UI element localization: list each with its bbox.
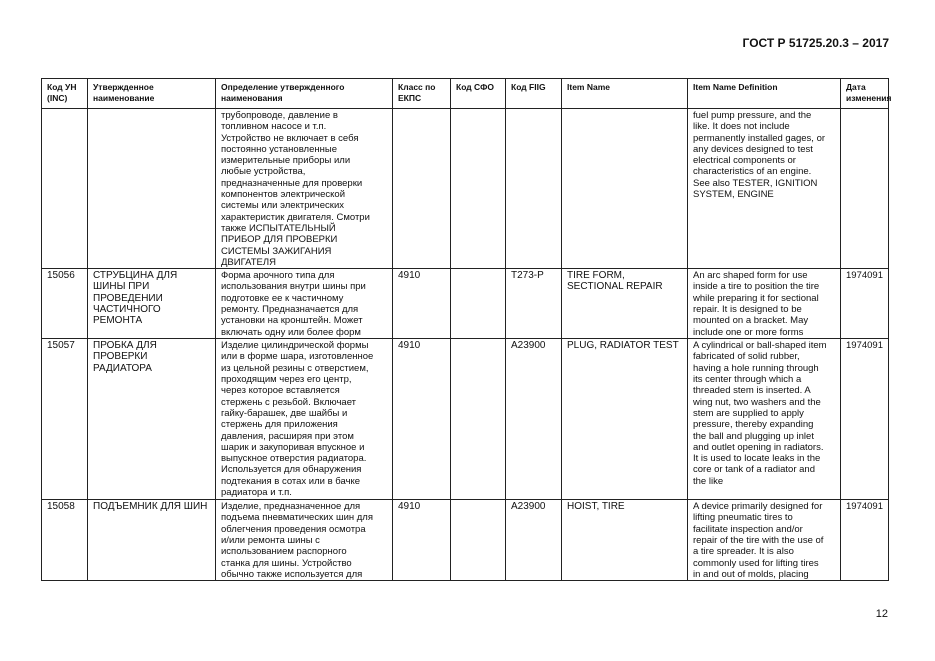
cell-definition-ru: Форма арочного типа для использования внутри шины при подготовке ее к частичному ремонту. Предназначается для установки на кронштейн. Может включать одну или более форм	[216, 269, 393, 339]
column-header-definition-en: Item Name Definition	[688, 79, 841, 109]
cell-fiig: A23900	[506, 339, 562, 500]
column-header-class: Класс по ЕКПС	[393, 79, 451, 109]
cell-item-name: TIRE FORM, SECTIONAL REPAIR	[562, 269, 688, 339]
column-header-inc: Код УН (INC)	[42, 79, 88, 109]
cell-class	[393, 109, 451, 269]
column-header-date: Дата изменения	[841, 79, 889, 109]
cell-definition-en: An arc shaped form for use inside a tire to position the tire while preparing it for sectional repair. It is designed to be mounted on a bracket. May include one or more forms	[688, 269, 841, 339]
cell-date: 1974091	[841, 339, 889, 500]
cell-sfo	[451, 339, 506, 500]
cell-definition-ru: трубопроводе, давление в топливном насосе и т.п. Устройство не включает в себя постоянно установленные измерительные приборы или любые устройства, предназначенные для проверки компонентов электрической системы или электрических характеристик двигателя. Смотри также ИСПЫТАТЕЛЬНЫЙ ПРИБОР ДЛЯ ПРОВЕРКИ СИСТЕМЫ ЗАЖИГАНИЯ ДВИГАТЕЛЯ	[216, 109, 393, 269]
cell-definition-ru: Изделие, предназначенное для подъема пневматических шин для облегчения проведения осмотра и/или ремонта шины с использованием распорного станка для шины. Устройство обычно также используется для	[216, 500, 393, 581]
cell-approved-name	[88, 109, 216, 269]
cell-approved-name: ПОДЪЕМНИК ДЛЯ ШИН	[88, 500, 216, 581]
page-number: 12	[875, 608, 888, 620]
cell-item-name: PLUG, RADIATOR TEST	[562, 339, 688, 500]
cell-definition-en: A cylindrical or ball-shaped item fabricated of solid rubber, having a hole running through its center through which a threaded stem is inserted. A wing nut, two washers and the stem are supplied to apply pressure, thereby expanding the ball and plugging up inlet and outlet opening in radiators. It is used to locate leaks in the core or tank of a radiator and the like	[688, 339, 841, 500]
column-header-approved-name: Утвержденное наименование	[88, 79, 216, 109]
cell-fiig: A23900	[506, 500, 562, 581]
table-row	[42, 500, 889, 581]
cell-item-name: HOIST, TIRE	[562, 500, 688, 581]
cell-fiig: T273-P	[506, 269, 562, 339]
cell-inc: 15056	[42, 269, 88, 339]
cell-inc: 15058	[42, 500, 88, 581]
cell-sfo	[451, 269, 506, 339]
column-header-sfo: Код СФО	[451, 79, 506, 109]
cell-class: 4910	[393, 339, 451, 500]
cell-approved-name: СТРУБЦИНА ДЛЯ ШИНЫ ПРИ ПРОВЕДЕНИИ ЧАСТИЧНОГО РЕМОНТА	[88, 269, 216, 339]
cell-date: 1974091	[841, 500, 889, 581]
cell-sfo	[451, 500, 506, 581]
cell-definition-en: A device primarily designed for lifting pneumatic tires to facilitate inspection and/or repair of the tire with the use of a tire spreader. It is also commonly used for lifting tires in and out of molds, placing	[688, 500, 841, 581]
cell-definition-ru: Изделие цилиндрической формы или в форме шара, изготовленное из цельной резины с отверстием, проходящим через его центр, через которое вставляется стержень с резьбой. Включает гайку-барашек, две шайбы и стержень для приложения давления, расширяя при этом шарик и закупоривая впускное и выпускное отверстия радиатора. Используется для обнаружения подтекания в сотах или в бачке радиатора и т.п.	[216, 339, 393, 500]
column-header-item-name: Item Name	[562, 79, 688, 109]
document-code: ГОСТ Р 51725.20.3 – 2017	[742, 36, 889, 50]
cell-class: 4910	[393, 500, 451, 581]
cell-class: 4910	[393, 269, 451, 339]
cell-inc: 15057	[42, 339, 88, 500]
table-row	[42, 109, 889, 269]
cell-item-name	[562, 109, 688, 269]
cell-inc	[42, 109, 88, 269]
cell-approved-name: ПРОБКА ДЛЯ ПРОВЕРКИ РАДИАТОРА	[88, 339, 216, 500]
cell-date	[841, 109, 889, 269]
table-row	[42, 269, 889, 339]
column-header-definition-ru: Определение утвержденного наименования	[216, 79, 393, 109]
table-header-row	[42, 79, 889, 109]
cell-definition-en: fuel pump pressure, and the like. It does not include permanently installed gages, or any devices designed to test electrical components or characteristics of an engine. See also TESTER, IGNITION SYSTEM, ENGINE	[688, 109, 841, 269]
cell-date: 1974091	[841, 269, 889, 339]
cell-sfo	[451, 109, 506, 269]
column-header-fiig: Код FIIG	[506, 79, 562, 109]
catalog-table	[41, 78, 892, 581]
cell-fiig	[506, 109, 562, 269]
table-row	[42, 339, 889, 500]
